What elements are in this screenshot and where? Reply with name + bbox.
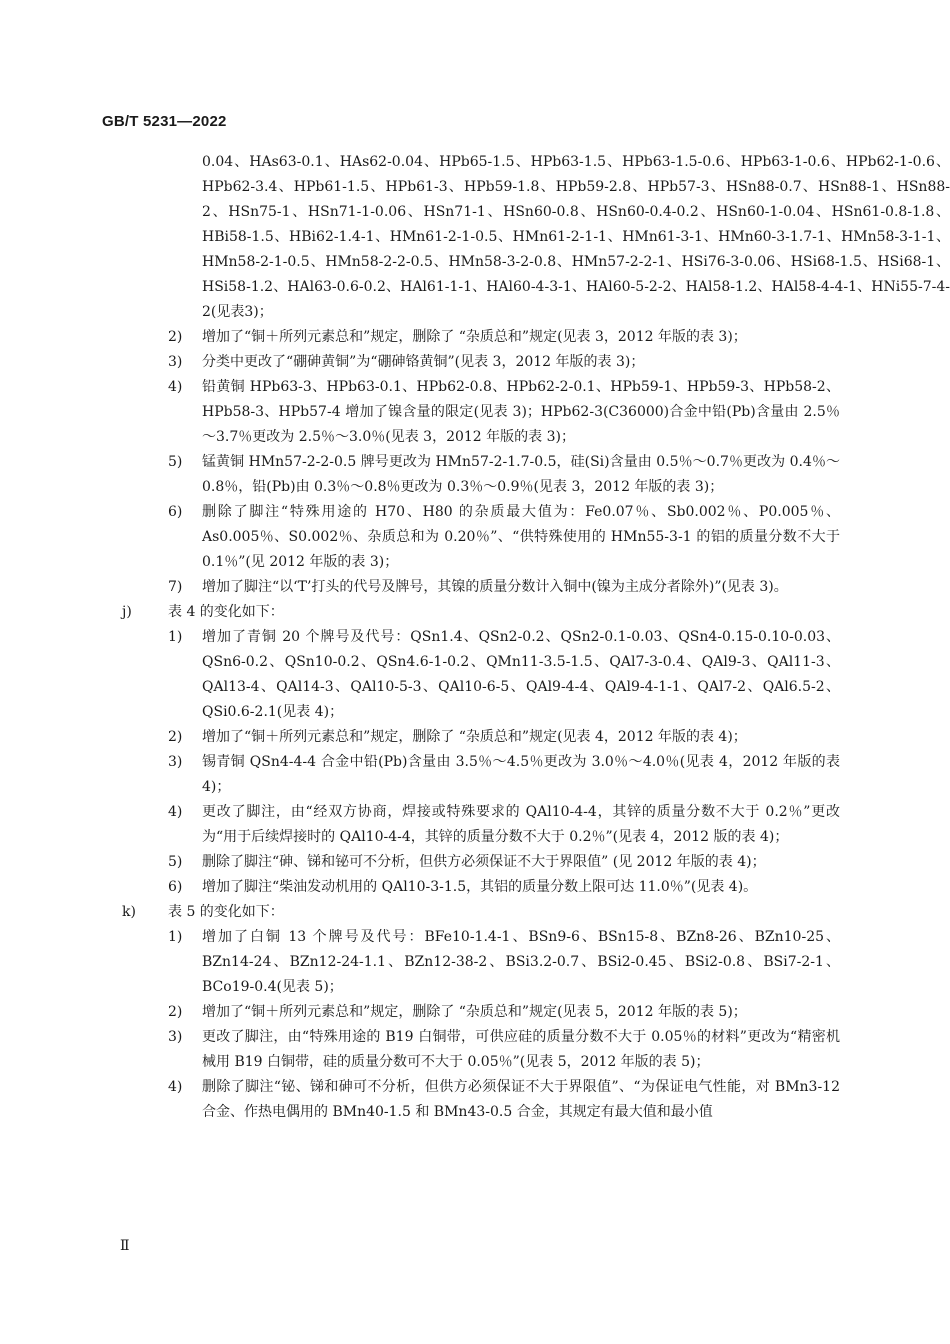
list-item bbox=[0, 725, 950, 750]
item-number: 1) bbox=[168, 629, 183, 645]
item-text: 增加了白铜 13 个牌号及代号：BFe10-1.4-1、BSn9-6、BSn15-8、BZn8-26、BZn10-25、BZn14-24、BZn12-24-1.1、BZn12-38-2、BSi3.2-0.7、BSi2-0.45、BSi2-0.8、BSi7-2-1、BCo19-0.4(见表 5)； bbox=[202, 929, 840, 995]
item-number: 3) bbox=[168, 1029, 183, 1045]
item-text: 增加了脚注“柴油发动机用的 QAl10-3-1.5，其铝的质量分数上限可达 11.0％”(见表 4)。 bbox=[202, 879, 758, 895]
item-number: 4) bbox=[168, 804, 183, 820]
item-text: 增加了“铜＋所列元素总和”规定，删除了 “杂质总和”规定(见表 5，2012 年版的表 5)； bbox=[202, 1004, 747, 1020]
item-number: 6) bbox=[168, 879, 183, 895]
item-text: 增加了青铜 20 个牌号及代号：QSn1.4、QSn2-0.2、QSn2-0.1-0.03、QSn4-0.15-0.10-0.03、QSn6-0.2、QSn10-0.2、QSn4.6-1-0.2、QMn11-3.5-1.5、QAl7-3-0.4、QAl9-3、QAl11-3、QAl13-4、QAl14-3、QAl10-5-3、QAl10-6-5、QAl9-4-4、QAl9-4-1-1、QAl7-2、QAl6.5-2、QSi0.6-2.1(见表 4)； bbox=[202, 629, 840, 720]
list-item bbox=[0, 750, 950, 800]
list-item bbox=[0, 325, 950, 350]
document-body bbox=[0, 150, 950, 1125]
item-text: 更改了脚注，由“特殊用途的 B19 白铜带，可供应硅的质量分数不大于 0.05％的材料”更改为“精密机械用 B19 白铜带，硅的质量分数可不大于 0.05％”(见表 5，2012 年版的表 5)； bbox=[202, 1029, 840, 1070]
item-number: 4) bbox=[168, 1079, 183, 1095]
section-label: k) bbox=[122, 904, 136, 920]
list-item bbox=[0, 850, 950, 875]
list-item bbox=[0, 450, 950, 500]
item-text: 分类中更改了“硼砷黄铜”为“硼砷铬黄铜”(见表 3，2012 年版的表 3)； bbox=[202, 354, 645, 370]
list-item bbox=[0, 625, 950, 725]
item-text: 删除了脚注“铋、锑和砷可不分析，但供方必须保证不大于界限值”、“为保证电气性能，对 BMn3-12 合金、作热电偶用的 BMn40-1.5 和 BMn43-0.5 合金，其规定有最大值和最小值 bbox=[202, 1079, 840, 1120]
item-text: 删除了脚注“砷、锑和铋可不分析，但供方必须保证不大于界限值” (见 2012 年版的表 4)； bbox=[202, 854, 766, 870]
list-item bbox=[0, 1025, 950, 1075]
item-number: 1) bbox=[168, 929, 183, 945]
item-number: 7) bbox=[168, 579, 183, 595]
item-text: 更改了脚注，由“经双方协商，焊接或特殊要求的 QAl10-4-4，其锌的质量分数不大于 0.2％”更改为“用于后续焊接时的 QAl10-4-4，其锌的质量分数不大于 0.2％”(见表 4，2012 版的表 4)； bbox=[202, 804, 840, 845]
list-item bbox=[0, 500, 950, 575]
item-number: 2) bbox=[168, 1004, 183, 1020]
list-item bbox=[0, 1075, 950, 1125]
page-number: Ⅱ bbox=[120, 1238, 130, 1254]
list-item bbox=[0, 350, 950, 375]
section-label: j) bbox=[122, 604, 132, 620]
item-number: 2) bbox=[168, 329, 183, 345]
item-number: 4) bbox=[168, 379, 183, 395]
section-k bbox=[0, 900, 950, 925]
item-text: 删除了脚注“特殊用途的 H70、H80 的杂质最大值为：Fe0.07％、Sb0.002％、P0.005％、As0.005％、S0.002％、杂质总和为 0.20％”、“供特殊使用的 HMn55-3-1 的铝的质量分数不大于 0.1％”(见 2012 年版的表 3)； bbox=[202, 504, 840, 570]
item-number: 5) bbox=[168, 854, 183, 870]
item-text: 增加了“铜＋所列元素总和”规定，删除了 “杂质总和”规定(见表 3，2012 年版的表 3)； bbox=[202, 329, 747, 345]
list-item bbox=[0, 375, 950, 450]
item-text: 铅黄铜 HPb63-3、HPb63-0.1、HPb62-0.8、HPb62-2-0.1、HPb59-1、HPb59-3、HPb58-2、HPb58-3、HPb57-4 增加了镍含量的限定(见表 3)；HPb62-3(C36000)合金中铅(Pb)含量由 2.5％～3.7％更改为 2.5％～3.0％(见表 3，2012 年版的表 3)； bbox=[202, 379, 840, 445]
item-number: 5) bbox=[168, 454, 183, 470]
document-header: GB/T 5231—2022 bbox=[102, 113, 227, 130]
section-title: 表 5 的变化如下： bbox=[168, 904, 284, 920]
item-number: 3) bbox=[168, 754, 183, 770]
item-number: 3) bbox=[168, 354, 183, 370]
item-text: 锰黄铜 HMn57-2-2-0.5 牌号更改为 HMn57-2-1.7-0.5，硅(Si)含量由 0.5％～0.7％更改为 0.4％～0.8％，铅(Pb)由 0.3％～0.8％更改为 0.3％～0.9％(见表 3，2012 年版的表 3)； bbox=[202, 454, 840, 495]
section-title: 表 4 的变化如下： bbox=[168, 604, 284, 620]
continuation-paragraph: 0.04、HAs63-0.1、HAs62-0.04、HPb65-1.5、HPb63-1.5、HPb63-1.5-0.6、HPb63-1-0.6、HPb62-1-0.6、HPb62-3.4、HPb61-1.5、HPb61-3、HPb59-1.8、HPb59-2.8、HPb57-3、HSn88-0.7、HSn88-1、HSn88-2、HSn75-1、HSn71-1-0.06、HSn71-1、HSn60-0.8、HSn60-0.4-0.2、HSn60-1-0.04、HSn61-0.8-1.8、HBi58-1.5、HBi62-1.4-1、HMn61-2-1-0.5、HMn61-2-1-1、HMn61-3-1、HMn60-3-1.7-1、HMn58-3-1-1、HMn58-2-1-0.5、HMn58-2-2-0.5、HMn58-3-2-0.8、HMn57-2-2-1、HSi76-3-0.06、HSi68-1.5、HSi68-1、HSi58-1.2、HAl63-0.6-0.2、HAl61-1-1、HAl60-4-3-1、HAl60-5-2-2、HAl58-1.2、HAl58-4-4-1、HNi55-7-4-2(见表3)； bbox=[202, 154, 950, 320]
item-text: 增加了“铜＋所列元素总和”规定，删除了 “杂质总和”规定(见表 4，2012 年版的表 4)； bbox=[202, 729, 747, 745]
list-item bbox=[0, 575, 950, 600]
item-text: 锡青铜 QSn4-4-4 合金中铅(Pb)含量由 3.5％～4.5％更改为 3.0％～4.0％(见表 4，2012 年版的表 4)； bbox=[202, 754, 840, 795]
list-item bbox=[0, 1000, 950, 1025]
section-j bbox=[0, 600, 950, 625]
item-number: 2) bbox=[168, 729, 183, 745]
list-item bbox=[0, 875, 950, 900]
list-item bbox=[0, 800, 950, 850]
list-item bbox=[0, 925, 950, 1000]
item-text: 增加了脚注“以‘T’打头的代号及牌号，其镍的质量分数计入铜中(镍为主成分者除外)”(见表 3)。 bbox=[202, 579, 788, 595]
item-number: 6) bbox=[168, 504, 183, 520]
